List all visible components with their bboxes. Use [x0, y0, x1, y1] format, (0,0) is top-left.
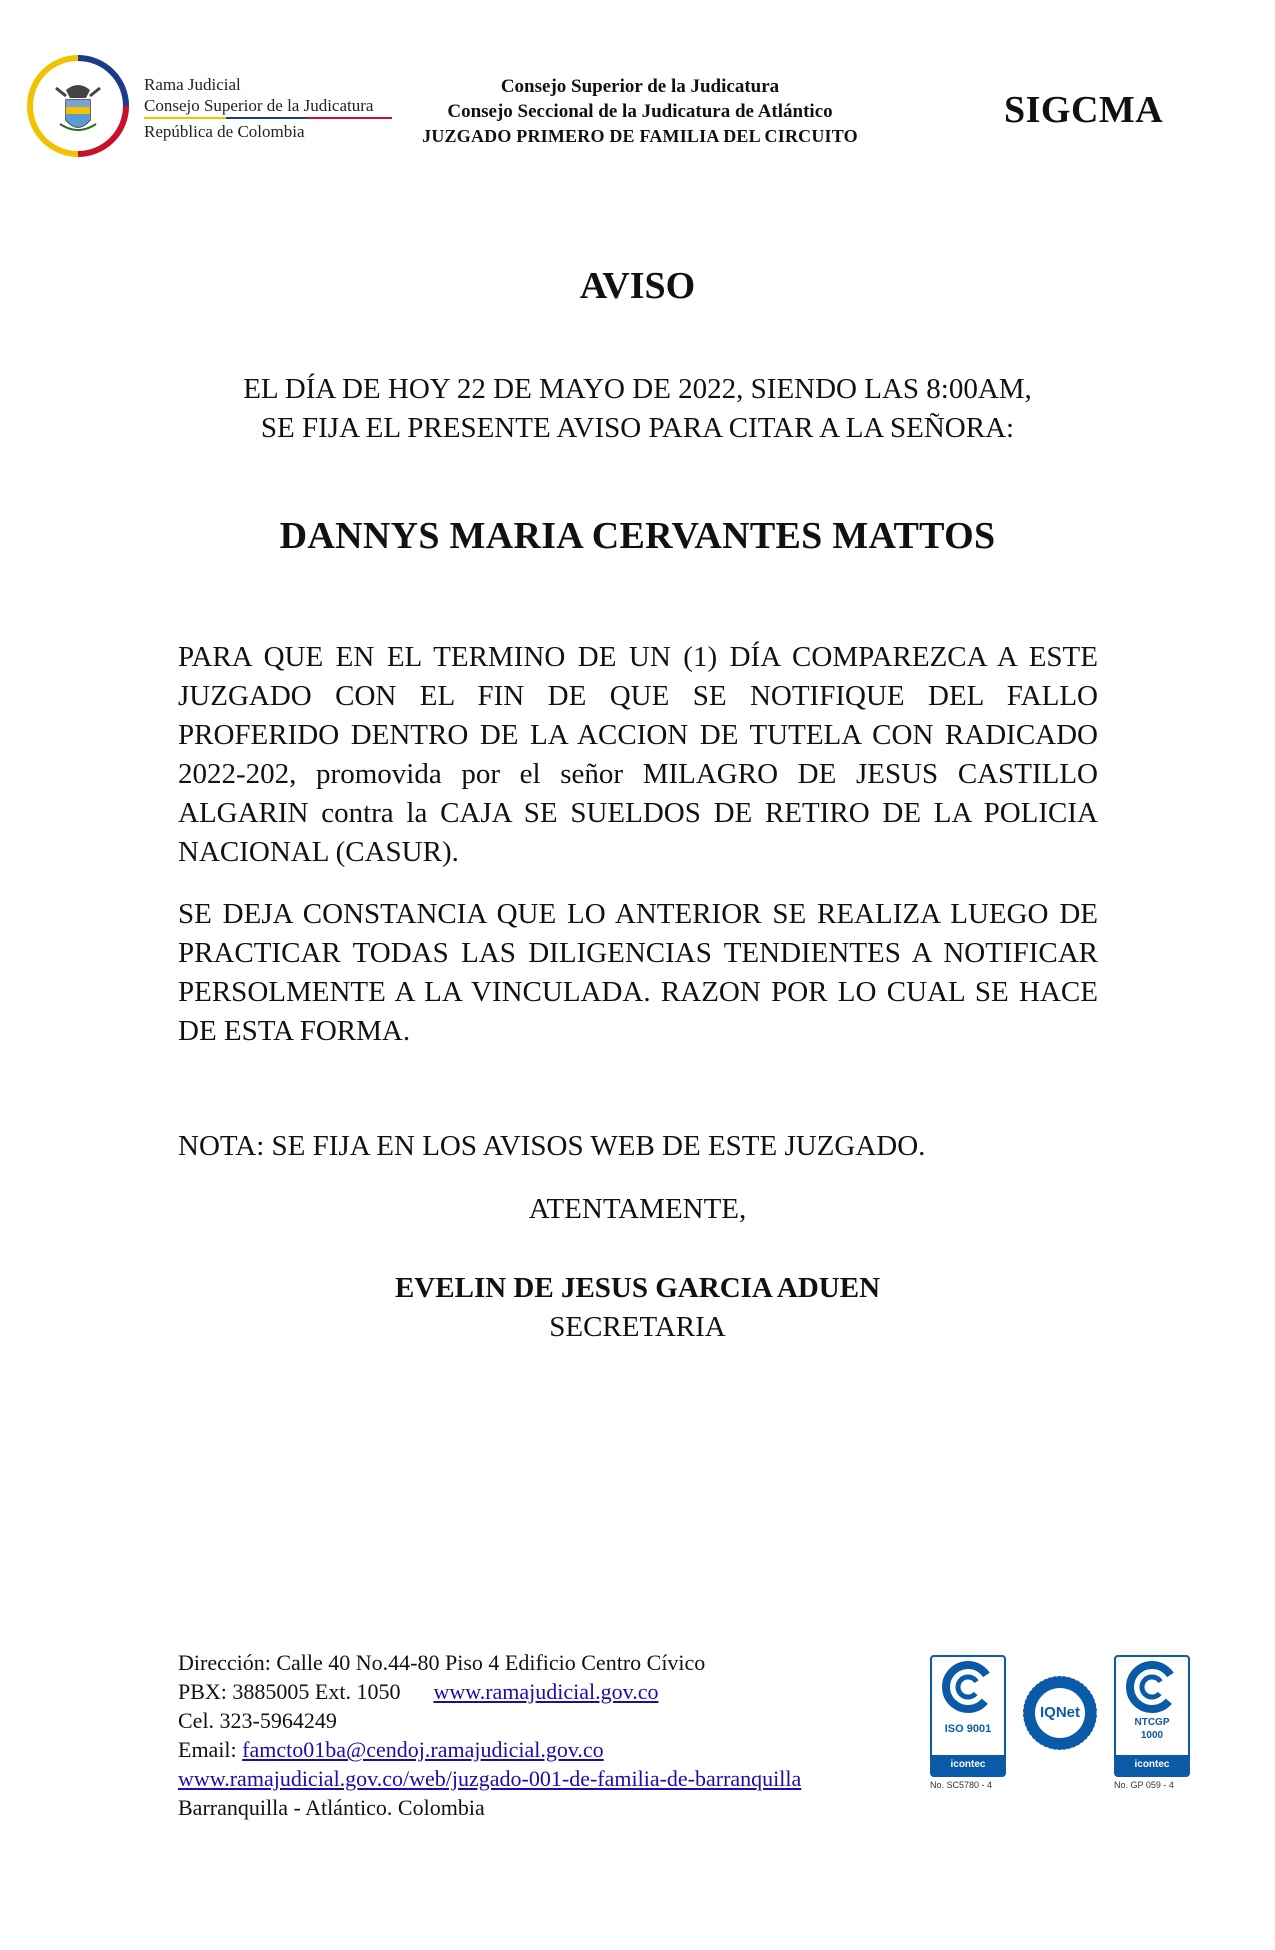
- website-link[interactable]: www.ramajudicial.gov.co: [433, 1679, 659, 1704]
- signer-role: SECRETARIA: [549, 1311, 726, 1343]
- court-page-link[interactable]: www.ramajudicial.gov.co/web/juzgado-001-de-familia-de-barranquilla: [178, 1766, 802, 1791]
- footer-cel: Cel. 323-5964249: [178, 1708, 337, 1733]
- coat-of-arms-logo: [26, 54, 130, 158]
- ntcgp-label: NTCGP: [1134, 1717, 1170, 1728]
- ntcgp-number: No. GP 059 - 4: [1114, 1780, 1174, 1790]
- iso-label: ISO 9001: [944, 1723, 992, 1735]
- icontec-c-icon: [1116, 1657, 1188, 1715]
- cited-person-name: DANNYS MARIA CERVANTES MATTOS: [279, 515, 996, 557]
- notice-title: AVISO: [579, 265, 696, 307]
- ntcgp-1000-badge: [1114, 1655, 1188, 1790]
- notice-note: NOTA: SE FIJA EN LOS AVISOS WEB DE ESTE JUZGADO.: [178, 1130, 926, 1162]
- icontec-label: icontec: [932, 1755, 1004, 1775]
- footer-address: Dirección: Calle 40 No.44-80 Piso 4 Edificio Centro Cívico: [178, 1650, 706, 1675]
- iso-number: No. SC5780 - 4: [930, 1780, 993, 1790]
- header-court-title: [340, 74, 940, 149]
- email-link[interactable]: famcto01ba@cendoj.ramajudicial.gov.co: [242, 1737, 604, 1762]
- certification-badges: [930, 1655, 1190, 1795]
- icontec-c-icon: [932, 1657, 1004, 1717]
- notice-intro: [170, 370, 1105, 448]
- ntcgp-number-label: 1000: [1140, 1730, 1164, 1741]
- footer-city: Barranquilla - Atlántico. Colombia: [178, 1795, 485, 1820]
- notice-paragraph-2: SE DEJA CONSTANCIA QUE LO ANTERIOR SE REALIZA LUEGO DE PRACTICAR TODAS LAS DILIGENCIAS TENDIENTES A NOTIFICAR PERSOLMENTE A LA VINCULADA. RAZON POR LO CUAL SE HACE DE ESTA FORMA.: [178, 898, 1098, 1047]
- signer-name: EVELIN DE JESUS GARCIA ADUEN: [394, 1272, 881, 1304]
- iso-9001-badge: [930, 1655, 1004, 1790]
- icontec-label: icontec: [1116, 1755, 1188, 1775]
- intro-line-2: SE FIJA EL PRESENTE AVISO PARA CITAR A LA SEÑORA:: [260, 412, 1015, 444]
- closing-salutation: ATENTAMENTE,: [528, 1193, 747, 1225]
- footer-pbx: PBX: 3885005 Ext. 1050: [178, 1679, 401, 1704]
- header-line-3: JUZGADO PRIMERO DE FAMILIA DEL CIRCUITO: [422, 126, 858, 146]
- notice-paragraph-1: PARA QUE EN EL TERMINO DE UN (1) DÍA COMPAREZCA A ESTE JUZGADO CON EL FIN DE QUE SE NOTIFIQUE DEL FALLO PROFERIDO DENTRO DE LA ACCION DE TUTELA CON RADICADO 2022-202, promovida por el señor MILAGRO DE JESUS CASTILLO ALGARIN contra la CAJA SE SUELDOS DE RETIRO DE LA POLICIA NACIONAL (CASUR).: [178, 641, 1098, 868]
- logo-line-3: República de Colombia: [144, 122, 305, 141]
- footer-phone-row: [178, 1677, 801, 1706]
- footer-contact: [178, 1648, 801, 1822]
- iqnet-label: IQNet: [1039, 1704, 1080, 1721]
- intro-line-1: EL DÍA DE HOY 22 DE MAYO DE 2022, SIENDO LAS 8:00AM,: [243, 373, 1032, 405]
- header-line-2: Consejo Seccional de la Judicatura de Atlántico: [447, 101, 833, 122]
- logo-line-2: Consejo Superior de la Judicatura: [144, 96, 374, 115]
- logo-line-1: Rama Judicial: [144, 75, 241, 94]
- header-line-1: Consejo Superior de la Judicatura: [500, 76, 780, 97]
- sigcma-label: SIGCMA: [1004, 89, 1164, 131]
- email-label: Email:: [178, 1737, 237, 1762]
- iqnet-badge: [1020, 1673, 1100, 1753]
- footer-email-row: [178, 1735, 801, 1764]
